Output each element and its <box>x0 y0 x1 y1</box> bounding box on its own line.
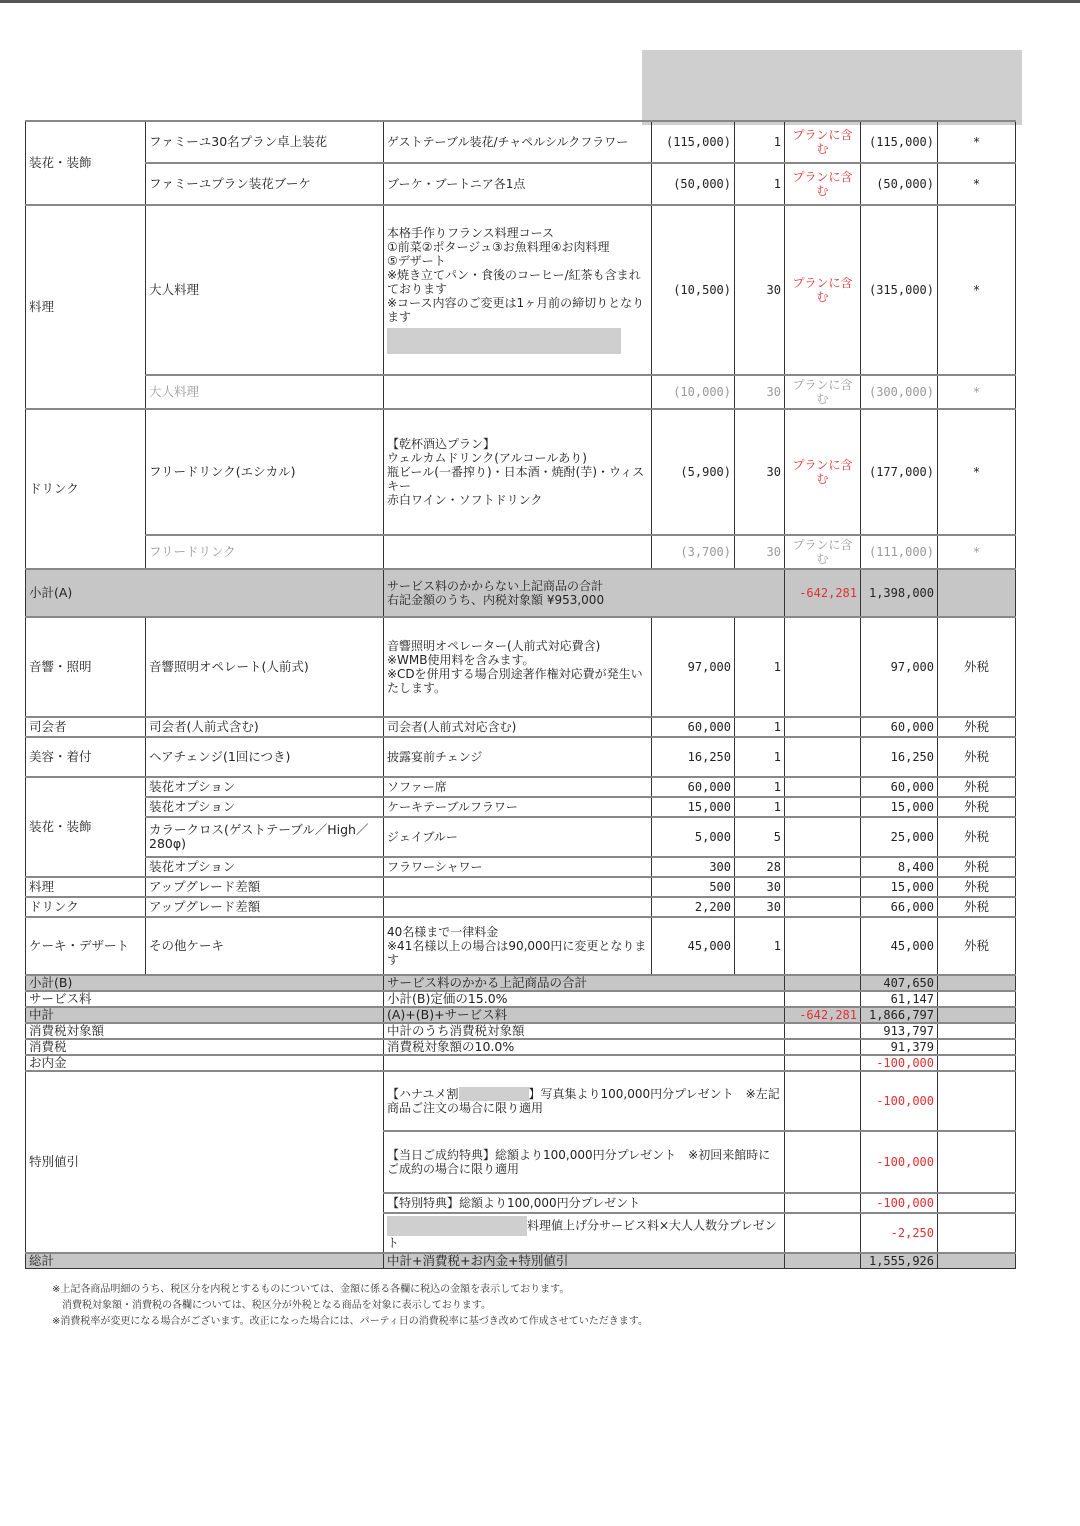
amount-cell: (300,000) <box>861 375 938 409</box>
description-cell <box>384 897 652 917</box>
summary-desc: サービス料のかかる上記商品の合計 <box>384 975 785 991</box>
tax-class-cell: 外税 <box>938 717 1016 737</box>
item-cell: 装花オプション <box>146 777 384 797</box>
special-discount-label: 特別値引 <box>26 1071 384 1253</box>
grand-total-row <box>26 1253 1016 1269</box>
table-row <box>26 409 1016 535</box>
item-cell: フリードリンク <box>146 535 384 569</box>
summary-label: お内金 <box>26 1055 384 1071</box>
item-cell: アップグレード差額 <box>146 877 384 897</box>
empty-cell <box>785 617 861 717</box>
estimate-table <box>25 120 1016 1269</box>
amount-cell: (177,000) <box>861 409 938 535</box>
item-cell: 装花オプション <box>146 857 384 877</box>
summary-label: サービス料 <box>26 991 384 1007</box>
summary-amount: 407,650 <box>861 975 938 991</box>
category-cell: 音響・照明 <box>26 617 146 717</box>
tax-class-cell: * <box>938 205 1016 375</box>
summary-desc: 消費税対象額の10.0% <box>384 1039 785 1055</box>
summary-label: 消費税対象額 <box>26 1023 384 1039</box>
amount-cell: (111,000) <box>861 535 938 569</box>
table-row <box>26 797 1016 817</box>
quantity-cell: 28 <box>735 857 785 877</box>
tax-class-cell: * <box>938 409 1016 535</box>
table-row <box>26 163 1016 205</box>
footnote: ※消費税率が変更になる場合がございます。改正になった場合には、パーティ日の消費税率に基づき改めて作成させていただきます。 <box>52 1316 648 1327</box>
category-cell: ケーキ・デザート <box>26 917 146 975</box>
item-cell: ファミーユ30名プラン卓上装花 <box>146 121 384 163</box>
quantity-cell: 1 <box>735 737 785 777</box>
unit-price-cell: 5,000 <box>652 817 735 857</box>
plan-included-cell: プランに含む <box>785 409 861 535</box>
table-row <box>26 535 1016 569</box>
quantity-cell: 30 <box>735 897 785 917</box>
plan-included-cell: プランに含む <box>785 375 861 409</box>
quantity-cell: 5 <box>735 817 785 857</box>
table-row <box>26 857 1016 877</box>
amount-cell: (50,000) <box>861 163 938 205</box>
empty-cell <box>938 1055 1016 1071</box>
amount-cell: 8,400 <box>861 857 938 877</box>
item-cell: 音響照明オペレート(人前式) <box>146 617 384 717</box>
category-cell: 料理 <box>26 205 146 409</box>
item-cell: ヘアチェンジ(1回につき) <box>146 737 384 777</box>
table-row <box>26 737 1016 777</box>
unit-price-cell: 60,000 <box>652 777 735 797</box>
empty-cell <box>785 1193 861 1213</box>
special-discount-amount: -2,250 <box>861 1213 938 1253</box>
category-cell: ドリンク <box>26 897 146 917</box>
summary-label: 小計(B) <box>26 975 384 991</box>
empty-cell <box>938 1193 1016 1213</box>
tax-class-cell: 外税 <box>938 857 1016 877</box>
description-cell: 【乾杯酒込プラン】 ウェルカムドリンク(アルコールあり) 瓶ビール(一番搾り)・日本酒・焼酎(芋)・ウィスキー 赤白ワイン・ソフトドリンク <box>384 409 652 535</box>
table-row <box>26 897 1016 917</box>
grand-total-desc: 中計+消費税+お内金+特別値引 <box>384 1253 785 1269</box>
empty-cell <box>785 1071 861 1131</box>
table-row <box>26 375 1016 409</box>
amount-cell: 97,000 <box>861 617 938 717</box>
summary-amount: 91,379 <box>861 1039 938 1055</box>
description-cell: 40名様まで一律料金 ※41名様以上の場合は90,000円に変更となります <box>384 917 652 975</box>
tax-class-cell: 外税 <box>938 897 1016 917</box>
empty-cell <box>938 1071 1016 1131</box>
quantity-cell: 1 <box>735 163 785 205</box>
item-cell: 司会者(人前式含む) <box>146 717 384 737</box>
quantity-cell: 1 <box>735 797 785 817</box>
summary-row <box>26 975 1016 991</box>
empty-cell <box>785 817 861 857</box>
grand-total-amount: 1,555,926 <box>861 1253 938 1269</box>
summary-label: 中計 <box>26 1007 384 1023</box>
grand-total-label: 総計 <box>26 1253 384 1269</box>
unit-price-cell: (5,900) <box>652 409 735 535</box>
subtotal-a-row <box>26 569 1016 617</box>
empty-cell <box>785 717 861 737</box>
item-cell: 装花オプション <box>146 797 384 817</box>
item-cell: その他ケーキ <box>146 917 384 975</box>
category-cell: 装花・装飾 <box>26 121 146 205</box>
description-cell: ジェイブルー <box>384 817 652 857</box>
item-cell: フリードリンク(エシカル) <box>146 409 384 535</box>
amount-cell: 60,000 <box>861 717 938 737</box>
empty-cell <box>785 797 861 817</box>
special-discount-desc <box>384 1071 785 1131</box>
summary-discount <box>785 991 861 1007</box>
subtotal-a-label: 小計(A) <box>26 569 384 617</box>
redacted-header-block <box>642 50 1022 125</box>
summary-row <box>26 1039 1016 1055</box>
quantity-cell: 1 <box>735 121 785 163</box>
empty-cell <box>938 569 1016 617</box>
unit-price-cell: 60,000 <box>652 717 735 737</box>
summary-amount: 1,866,797 <box>861 1007 938 1023</box>
quantity-cell: 30 <box>735 205 785 375</box>
special-discount-desc: 【当日ご成約特典】総額より100,000円分プレゼント ※初回来館時にご成約の場合に限り適用 <box>384 1131 785 1193</box>
amount-cell: (315,000) <box>861 205 938 375</box>
table-row <box>26 121 1016 163</box>
description-cell <box>384 535 652 569</box>
summary-row <box>26 1023 1016 1039</box>
footnote: ※上記各商品明細のうち、税区分を内税とするものについては、金額に係る各欄に税込の金額を表示しております。 <box>52 1284 570 1295</box>
empty-cell <box>938 991 1016 1007</box>
plan-included-cell: プランに含む <box>785 205 861 375</box>
tax-class-cell: * <box>938 163 1016 205</box>
empty-cell <box>785 1213 861 1253</box>
description-cell: ソファー席 <box>384 777 652 797</box>
plan-included-cell: プランに含む <box>785 535 861 569</box>
quantity-cell: 30 <box>735 409 785 535</box>
summary-discount <box>785 1023 861 1039</box>
tax-class-cell: 外税 <box>938 797 1016 817</box>
empty-cell <box>938 1213 1016 1253</box>
special-desc-part: 料理値上げ分サービス料×大人人数分プレゼント <box>387 1218 777 1250</box>
empty-cell <box>938 1039 1016 1055</box>
summary-discount <box>785 1039 861 1055</box>
category-cell: 装花・装飾 <box>26 777 146 877</box>
empty-cell <box>785 1253 861 1269</box>
summary-discount <box>785 975 861 991</box>
summary-desc: 中計のうち消費税対象額 <box>384 1023 785 1039</box>
tax-class-cell: 外税 <box>938 877 1016 897</box>
quantity-cell: 1 <box>735 917 785 975</box>
redacted-desc-block <box>387 328 621 354</box>
description-cell: 披露宴前チェンジ <box>384 737 652 777</box>
amount-cell: (115,000) <box>861 121 938 163</box>
description-cell: フラワーシャワー <box>384 857 652 877</box>
summary-label: 消費税 <box>26 1039 384 1055</box>
summary-row <box>26 1007 1016 1023</box>
unit-price-cell: (10,000) <box>652 375 735 409</box>
summary-amount: 61,147 <box>861 991 938 1007</box>
table-row <box>26 717 1016 737</box>
item-cell: アップグレード差額 <box>146 897 384 917</box>
redacted-text <box>459 1087 529 1101</box>
description-cell: 司会者(人前式対応含む) <box>384 717 652 737</box>
special-discount-amount: -100,000 <box>861 1071 938 1131</box>
summary-discount <box>785 1055 861 1071</box>
redacted-text <box>387 1216 527 1236</box>
tax-class-cell: * <box>938 121 1016 163</box>
description-text: 本格手作りフランス料理コース ①前菜②ポタージュ③お魚料理④お肉料理 ⑤デザート ※焼き立てパン・食後のコーヒー/紅茶も含まれております ※コース内容のご変更は1ヶ月前の締切りとなります <box>387 226 645 324</box>
special-discount-desc <box>384 1213 785 1253</box>
unit-price-cell: (115,000) <box>652 121 735 163</box>
item-cell: ファミーユプラン装花ブーケ <box>146 163 384 205</box>
amount-cell: 16,250 <box>861 737 938 777</box>
quantity-cell: 1 <box>735 617 785 717</box>
description-cell: ブーケ・ブートニア各1点 <box>384 163 652 205</box>
amount-cell: 25,000 <box>861 817 938 857</box>
footnote: 消費税対象額・消費税の各欄については、税区分が外税となる商品を対象に表示しております。 <box>52 1300 491 1311</box>
empty-cell <box>785 877 861 897</box>
tax-class-cell: 外税 <box>938 817 1016 857</box>
empty-cell <box>785 897 861 917</box>
unit-price-cell: (3,700) <box>652 535 735 569</box>
amount-cell: 15,000 <box>861 797 938 817</box>
tax-class-cell: 外税 <box>938 617 1016 717</box>
special-discount-amount: -100,000 <box>861 1131 938 1193</box>
plan-included-cell: プランに含む <box>785 163 861 205</box>
tax-class-cell: 外税 <box>938 777 1016 797</box>
unit-price-cell: (10,500) <box>652 205 735 375</box>
empty-cell <box>785 1131 861 1193</box>
top-border <box>0 0 1080 3</box>
footnotes <box>52 1282 648 1330</box>
empty-cell <box>785 777 861 797</box>
special-discount-row <box>26 1071 1016 1131</box>
plan-included-cell: プランに含む <box>785 121 861 163</box>
empty-cell <box>785 737 861 777</box>
quantity-cell: 30 <box>735 375 785 409</box>
subtotal-a-amount: 1,398,000 <box>861 569 938 617</box>
empty-cell <box>938 975 1016 991</box>
item-cell: 大人料理 <box>146 205 384 375</box>
category-cell: 司会者 <box>26 717 146 737</box>
tax-class-cell: 外税 <box>938 917 1016 975</box>
tax-class-cell: * <box>938 375 1016 409</box>
amount-cell: 45,000 <box>861 917 938 975</box>
description-cell: 音響照明オペレーター(人前式対応費含) ※WMB使用料を含みます。 ※CDを併用する場合別途著作権対応費が発生いたします。 <box>384 617 652 717</box>
summary-row <box>26 991 1016 1007</box>
amount-cell: 15,000 <box>861 877 938 897</box>
description-cell <box>384 205 652 375</box>
table-row <box>26 877 1016 897</box>
unit-price-cell: 500 <box>652 877 735 897</box>
category-cell: 料理 <box>26 877 146 897</box>
unit-price-cell: (50,000) <box>652 163 735 205</box>
summary-desc <box>384 1055 785 1071</box>
empty-cell <box>938 1253 1016 1269</box>
summary-amount: -100,000 <box>861 1055 938 1071</box>
special-discount-desc: 【特別特典】総額より100,000円分プレゼント <box>384 1193 785 1213</box>
item-cell: 大人料理 <box>146 375 384 409</box>
amount-cell: 60,000 <box>861 777 938 797</box>
tax-class-cell: * <box>938 535 1016 569</box>
empty-cell <box>785 917 861 975</box>
description-cell: ゲストテーブル装花/チャペルシルクフラワー <box>384 121 652 163</box>
description-cell: ケーキテーブルフラワー <box>384 797 652 817</box>
summary-row <box>26 1055 1016 1071</box>
table-row <box>26 777 1016 797</box>
unit-price-cell: 300 <box>652 857 735 877</box>
summary-desc: (A)+(B)+サービス料 <box>384 1007 785 1023</box>
special-discount-amount: -100,000 <box>861 1193 938 1213</box>
special-desc-part: 】写真集より100,000円分プレゼント ※左記商品ご注文の場合に限り適用 <box>387 1086 780 1116</box>
table-row <box>26 617 1016 717</box>
unit-price-cell: 2,200 <box>652 897 735 917</box>
table-row <box>26 917 1016 975</box>
quantity-cell: 30 <box>735 535 785 569</box>
table-row <box>26 205 1016 375</box>
item-cell: カラークロス(ゲストテーブル／High／280φ) <box>146 817 384 857</box>
quantity-cell: 1 <box>735 717 785 737</box>
summary-desc: 小計(B)定価の15.0% <box>384 991 785 1007</box>
subtotal-a-desc: サービス料のかからない上記商品の合計 右記金額のうち、内税対象額 ¥953,000 <box>384 569 785 617</box>
description-cell <box>384 375 652 409</box>
subtotal-a-discount: -642,281 <box>785 569 861 617</box>
description-cell <box>384 877 652 897</box>
empty-cell <box>938 1007 1016 1023</box>
unit-price-cell: 45,000 <box>652 917 735 975</box>
quantity-cell: 1 <box>735 777 785 797</box>
unit-price-cell: 16,250 <box>652 737 735 777</box>
category-cell: 美容・着付 <box>26 737 146 777</box>
amount-cell: 66,000 <box>861 897 938 917</box>
table-row <box>26 817 1016 857</box>
category-cell: ドリンク <box>26 409 146 569</box>
tax-class-cell: 外税 <box>938 737 1016 777</box>
summary-discount: -642,281 <box>785 1007 861 1023</box>
empty-cell <box>938 1131 1016 1193</box>
unit-price-cell: 15,000 <box>652 797 735 817</box>
special-desc-part: 【ハナユメ割 <box>387 1086 459 1101</box>
quantity-cell: 30 <box>735 877 785 897</box>
unit-price-cell: 97,000 <box>652 617 735 717</box>
summary-amount: 913,797 <box>861 1023 938 1039</box>
empty-cell <box>785 857 861 877</box>
empty-cell <box>938 1023 1016 1039</box>
